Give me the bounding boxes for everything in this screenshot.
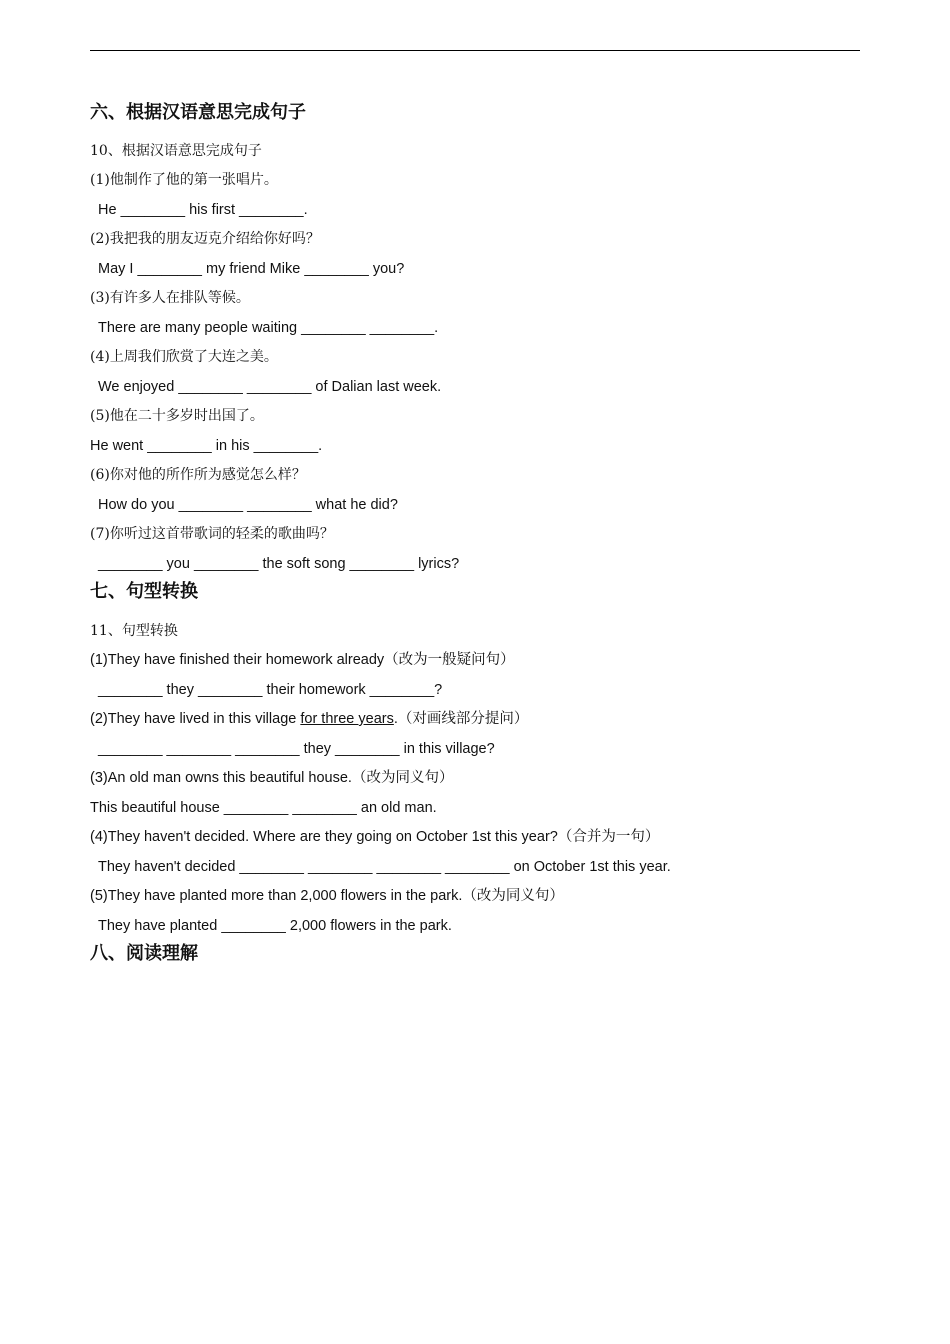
q10-item-5-chinese: (5)他在二十多岁时出国了。 [90,408,264,424]
header-rule [90,50,860,51]
q10-item-3-chinese: (3)有许多人在排队等候。 [90,290,250,306]
q10-item-7-chinese: (7)你听过这首带歌词的轻柔的歌曲吗？ [90,526,334,542]
q10-item-5-english: He went ________ in his ________. [90,438,323,454]
q10-item-6-chinese: (6)你对他的所作所为感觉怎么样？ [90,467,306,483]
section-8-title: 八、阅读理解 [90,943,198,964]
q10-item-3-english: There are many people waiting ________ ________. [98,320,439,336]
q11-item-1-prompt: (1)They have finished their homework already（改为一般疑问句） [90,652,515,668]
q10-item-4-english: We enjoyed ________ ________ of Dalian last week. [98,379,442,395]
q10-item-2-english: May I ________ my friend Mike ________ you? [98,261,405,277]
q11-item-1-answer-line: ________ they ________ their homework ________? [98,682,443,698]
q11-item-4-answer-line: They haven't decided ________ ________ ________ ________ on October 1st this year. [98,859,671,875]
q10-item-4-chinese: (4)上周我们欣赏了大连之美。 [90,349,278,365]
q11-item-2-prompt [90,709,528,729]
q11-item-5-answer-line: They have planted ________ 2,000 flowers in the park. [98,918,452,934]
q11-item-4-prompt: (4)They haven't decided. Where are they going on October 1st this year?（合并为一句） [90,829,660,845]
q10-item-1-english: He ________ his first ________. [98,202,308,218]
question-10-header: 10、根据汉语意思完成句子 [90,143,262,159]
q11-item-5-prompt: (5)They have planted more than 2,000 flowers in the park.（改为同义句） [90,888,564,904]
q10-item-6-english: How do you ________ ________ what he did? [98,497,398,513]
q10-item-7-english: ________ you ________ the soft song ________ lyrics? [98,556,460,572]
section-7-title: 七、句型转换 [90,581,198,602]
q11-item-2-underlined-phrase: for three years [300,711,394,727]
q11-item-2-prompt-start: (2)They have lived in this village [90,711,301,727]
q11-item-2-answer-line: ________ ________ ________ they ________ in this village? [98,741,495,757]
section-6-title: 六、根据汉语意思完成句子 [90,102,306,123]
question-11-header: 11、句型转换 [90,623,178,639]
q11-item-3-prompt: (3)An old man owns this beautiful house.（改为同义句） [90,770,454,786]
q10-item-2-chinese: (2)我把我的朋友迈克介绍给你好吗？ [90,231,320,247]
q11-item-2-prompt-end: .（对画线部分提问） [393,711,529,727]
q10-item-1-chinese: (1)他制作了他的第一张唱片。 [90,172,278,188]
q11-item-3-answer-line: This beautiful house ________ ________ an old man. [90,800,437,816]
